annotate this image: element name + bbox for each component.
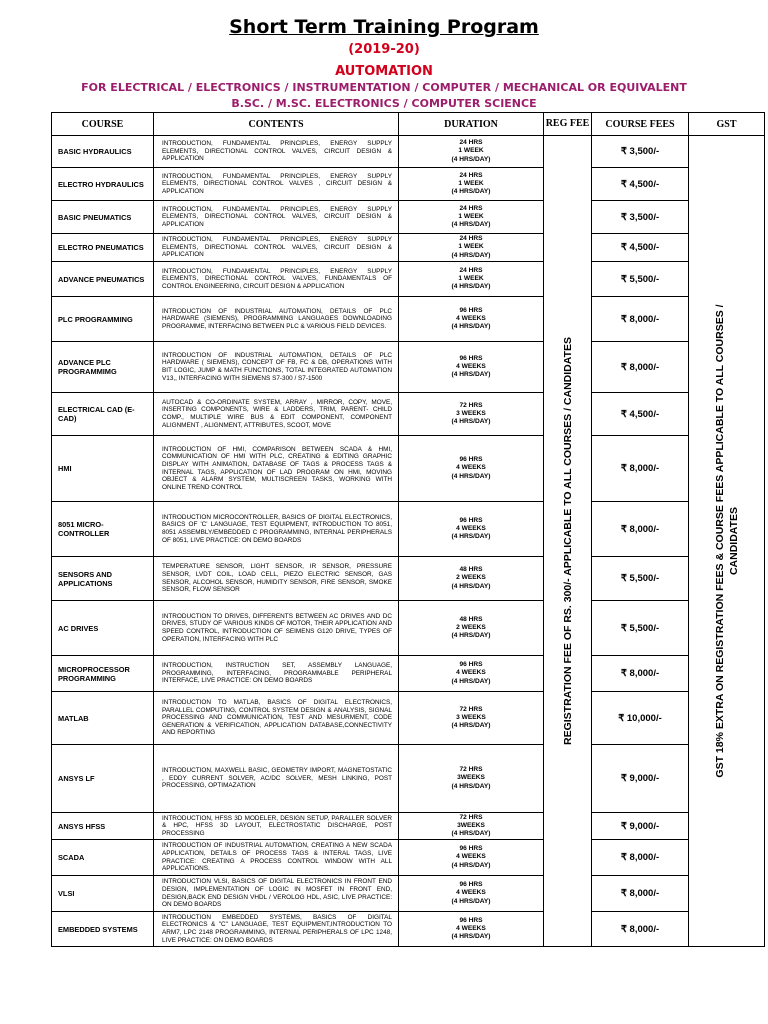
course-duration — [399, 557, 544, 601]
course-table-body — [52, 136, 765, 947]
duration-line: 48 HRS — [459, 615, 483, 623]
duration-line: 24 HRS — [459, 139, 483, 147]
duration-line: 72 HRS — [459, 401, 483, 409]
table-row — [52, 745, 765, 813]
duration-line: (4 HRS/DAY) — [451, 188, 491, 196]
duration-line: 1 WEEK — [458, 147, 484, 155]
duration-line: 4 WEEKS — [456, 524, 486, 532]
course-duration — [399, 656, 544, 692]
course-name: EMBEDDED SYSTEMS — [52, 912, 154, 947]
course-contents: INTRODUCTION EMBEDDED SYSTEMS, BASICS OF DIGITAL ELECTRONICS & "C" LANGUAGE, TEST EQUIPMENT,INTRODUCTION TO ARM7, LPC 2148 PROGRAMMING, INTERNAL PERIPHERALS OF LPC 1248, LIVE PRACTICE: ON DEMO BOARDS — [154, 912, 399, 947]
duration-line: 72 HRS — [459, 766, 483, 774]
course-fee: ₹ 8,000/- — [592, 342, 689, 393]
table-row — [52, 557, 765, 601]
course-fee: ₹ 8,000/- — [592, 912, 689, 947]
course-duration — [399, 234, 544, 262]
duration-line: (4 HRS/DAY) — [451, 677, 491, 685]
column-header-course: COURSE — [52, 113, 154, 136]
course-contents: INTRODUCTION, MAXWELL BASIC, GEOMETRY IMPORT, MAGNETOSTATIC , EDDY CURRENT SOLVER, AC/DC SOLVER, MESH LINKING, POST PROCESSING, OPTIMAZATION — [154, 745, 399, 813]
duration-line: 24 HRS — [459, 204, 483, 212]
table-row — [52, 342, 765, 393]
course-name: MICROPROCESSOR PROGRAMMING — [52, 656, 154, 692]
duration-line: 96 HRS — [459, 516, 483, 524]
table-row — [52, 656, 765, 692]
course-fee: ₹ 8,000/- — [592, 656, 689, 692]
course-contents: INTRODUCTION TO MATLAB, BASICS OF DIGITAL ELECTRONICS, PARALLEL COMPUTING, CONTROL SYSTEM DESIGN & ANALYSIS, SIGNAL PROCESSING AND COMMUNICATION, TEST AND MESURMENT, CODE GENERATION & VERIFICATION, APPLICATION DATABASE,CONNECTIVITY AND REPORTING — [154, 692, 399, 745]
gst-note-line-1: GST 18% EXTRA ON REGISTRATION FEES & COURSE FEES APPLICABLE TO ALL COURSES / — [713, 304, 726, 778]
duration-line: 1 WEEK — [458, 243, 484, 251]
table-row — [52, 297, 765, 342]
table-row — [52, 840, 765, 876]
course-name: ANSYS HFSS — [52, 813, 154, 840]
duration-line: 3WEEKS — [457, 821, 485, 829]
reg-fee-note: REGISTRATION FEE OF RS. 300/- APPLICABLE TO ALL COURSES / CANDIDATES — [561, 337, 574, 745]
page-title: Short Term Training Program — [229, 16, 539, 38]
duration-line: 1 WEEK — [458, 274, 484, 282]
duration-line: (4 HRS/DAY) — [451, 632, 491, 640]
column-header-gst: GST — [689, 113, 765, 136]
duration-line: 96 HRS — [459, 845, 483, 853]
course-fee: ₹ 4,500/- — [592, 393, 689, 436]
course-name: ELECTRICAL CAD (E-CAD) — [52, 393, 154, 436]
course-fee: ₹ 4,500/- — [592, 168, 689, 201]
duration-line: 1 WEEK — [458, 212, 484, 220]
course-duration — [399, 136, 544, 168]
gst-note-line-2: CANDIDATES — [727, 506, 740, 576]
duration-line: (4 HRS/DAY) — [451, 283, 491, 291]
table-row — [52, 201, 765, 234]
duration-line: 24 HRS — [459, 266, 483, 274]
duration-line: 1 WEEK — [458, 179, 484, 187]
duration-line: 96 HRS — [459, 306, 483, 314]
course-name: ELECTRO HYDRAULICS — [52, 168, 154, 201]
table-row — [52, 393, 765, 436]
duration-line: (4 HRS/DAY) — [451, 418, 491, 426]
course-fee: ₹ 9,000/- — [592, 745, 689, 813]
course-duration — [399, 840, 544, 876]
column-header-contents: CONTENTS — [154, 113, 399, 136]
course-name: MATLAB — [52, 692, 154, 745]
table-row — [52, 601, 765, 656]
course-duration — [399, 813, 544, 840]
course-contents: INTRODUCTION OF HMI, COMPARISON BETWEEN SCADA & HMI, COMMUNICATION OF HMI WITH PLC, CREATING & EDITING GRAPHIC DISPLAY WITH ANIMATION, DATABASE OF TAGS & PROCESS TAGS & INTERNAL TAGS, APPLICATION OF LAD PROGRAM ON HMI, MOVING OBJECT & ALARM SYSTEM, MULTISCREEN TASKS, WORKING WITH ONLINE TREND CONTROL — [154, 436, 399, 502]
course-fee: ₹ 5,500/- — [592, 557, 689, 601]
course-contents: INTRODUCTION TO DRIVES, DIFFERENTS BETWEEN AC DRIVES AND DC DRIVES, STUDY OF VARIOUS KINDS OF MOTOR, THEIR APPLICATION AND SPEED CONTROL, INTRODUCTION OF SEIMENS G120 DRIVE, TYPES OF OPERATION, INTERFACING WITH PLC — [154, 601, 399, 656]
duration-line: (4 HRS/DAY) — [451, 251, 491, 259]
course-contents: TEMPERATURE SENSOR, LIGHT SENSOR, IR SENSOR, PRESSURE SENSOR, LVDT COIL, LOAD CELL, PIEZO ELECTRIC SENSOR, GAS SENSOR, ALCOHOL SENSOR, HUMIDITY SENSOR, FIRE SENSOR, SMOKE SENSOR, FLOW SENSOR — [154, 557, 399, 601]
course-name: SCADA — [52, 840, 154, 876]
course-contents: INTRODUCTION, FUNDAMENTAL PRINCIPLES, ENERGY SUPPLY ELEMENTS, DIRECTIONAL CONTROL VALVES , CIRCUIT DESIGN & APPLICATION — [154, 168, 399, 201]
duration-line: 2 WEEKS — [456, 574, 486, 582]
course-contents: AUTOCAD & CO-ORDINATE SYSTEM, ARRAY , MIRROR, COPY, MOVE, INSERTING COMPONENTS, WIRE & LADDERS, TRIM, PARENT- CHILD COMP., MULTIPLE WIRE BUS & EDIT COMPONENT, COMPONENT ALIGNMENT , ALIGNMENT, ATTRIBUTES, SCOOT, MOVE — [154, 393, 399, 436]
table-row — [52, 876, 765, 912]
course-contents: INTRODUCTION OF INDUSTRIAL AUTOMATION, CREATING A NEW SCADA APPLICATION, DETAILS OF PROCESS TAGS & INTERAL TAGS, LIVE PRACTICE: CREATING A PROCESS CONTROL WINDOW WITH ALL APPLICATIONS. — [154, 840, 399, 876]
column-header-duration: DURATION — [399, 113, 544, 136]
course-fee: ₹ 3,500/- — [592, 136, 689, 168]
duration-line: 24 HRS — [459, 171, 483, 179]
duration-line: (4 HRS/DAY) — [451, 371, 491, 379]
duration-line: (4 HRS/DAY) — [451, 472, 491, 480]
course-duration — [399, 168, 544, 201]
duration-line: (4 HRS/DAY) — [451, 933, 491, 941]
duration-line: 2 WEEKS — [456, 623, 486, 631]
duration-line: 4 WEEKS — [456, 889, 486, 897]
duration-line: 96 HRS — [459, 661, 483, 669]
course-duration — [399, 502, 544, 557]
course-contents: INTRODUCTION, FUNDAMENTAL PRINCIPLES, ENERGY SUPPLY ELEMENTS, DIRECTIONAL CONTROL VALVES, CIRCUIT DESIGN & APPLICATION — [154, 136, 399, 168]
table-row — [52, 813, 765, 840]
table-header-row — [52, 113, 765, 136]
course-contents: INTRODUCTION, FUNDAMENTAL PRINCIPLES, ENERGY SUPPLY ELEMENTS, DIRECTIONAL CONTROL VALVES, CIRCUIT DESIGN & APPLICATION — [154, 234, 399, 262]
duration-line: 4 WEEKS — [456, 853, 486, 861]
eligibility-line-1: FOR ELECTRICAL / ELECTRONICS / INSTRUMENTATION / COMPUTER / MECHANICAL OR EQUIVALENT — [81, 81, 687, 94]
course-contents: INTRODUCTION, FUNDAMENTAL PRINCIPLES, ENERGY SUPPLY ELEMENTS, DIRECTIONAL CONTROL VALVES, CIRCUIT DESIGN & APPLICATION — [154, 201, 399, 234]
course-contents: INTRODUCTION VLSI, BASICS OF DIGITAL ELECTRONICS IN FRONT END DESIGN, IMPLEMENTATION OF LOGIC IN MOSFET IN FRONT END, DESIGN,BACK END DESIGN VHDL / VEROLOG HDL, ASIC, LIVE PRACTICE: ON DEMO BOARDS — [154, 876, 399, 912]
course-duration — [399, 601, 544, 656]
course-fee: ₹ 3,500/- — [592, 201, 689, 234]
course-duration — [399, 745, 544, 813]
course-name: ADVANCE PLC PROGRAMMIMG — [52, 342, 154, 393]
table-row — [52, 912, 765, 947]
course-name: VLSI — [52, 876, 154, 912]
duration-line: 96 HRS — [459, 456, 483, 464]
course-fee: ₹ 8,000/- — [592, 436, 689, 502]
course-name: ELECTRO PNEUMATICS — [52, 234, 154, 262]
duration-line: (4 HRS/DAY) — [451, 722, 491, 730]
duration-line: 24 HRS — [459, 235, 483, 243]
course-name: AC DRIVES — [52, 601, 154, 656]
eligibility-line-2: B.SC. / M.SC. ELECTRONICS / COMPUTER SCIENCE — [231, 97, 537, 110]
duration-line: (4 HRS/DAY) — [451, 782, 491, 790]
duration-line: 72 HRS — [459, 813, 483, 821]
duration-line: 4 WEEKS — [456, 924, 486, 932]
gst-cell — [689, 136, 765, 947]
course-table — [51, 112, 765, 947]
reg-fee-cell — [544, 136, 592, 947]
table-row — [52, 262, 765, 297]
course-contents: INTRODUCTION OF INDUSTRIAL AUTOMATION, DETAILS OF PLC HARDWARE (SIEMENS), PROGRAMMING LANGUAGES DOWNLOADING PROGRAMME, INTERFACING BETWEEN PLC & VARIOUS FIELD DEVICES. — [154, 297, 399, 342]
course-duration — [399, 436, 544, 502]
duration-line: 96 HRS — [459, 881, 483, 889]
course-fee: ₹ 5,500/- — [592, 262, 689, 297]
course-duration — [399, 692, 544, 745]
course-name: PLC PROGRAMMING — [52, 297, 154, 342]
duration-line: (4 HRS/DAY) — [451, 897, 491, 905]
course-duration — [399, 297, 544, 342]
gst-note — [713, 304, 741, 777]
course-duration — [399, 393, 544, 436]
duration-line: 4 WEEKS — [456, 362, 486, 370]
duration-line: (4 HRS/DAY) — [451, 323, 491, 331]
table-row — [52, 136, 765, 168]
duration-line: (4 HRS/DAY) — [451, 533, 491, 541]
duration-line: 4 WEEKS — [456, 314, 486, 322]
duration-line: 4 WEEKS — [456, 669, 486, 677]
program-year: (2019-20) — [348, 42, 420, 57]
course-contents: INTRODUCTION OF INDUSTRIAL AUTOMATION, DETAILS OF PLC HARDWARE ( SIEMENS), CONCEPT OF FB, FC & DB, OPERATIONS WITH BIT LOGIC, JUMP & MATH FUNCTIONS, TOTAL INTEGRATED AUTOMATION V13,, INTERFACING WITH SIEMENS S7-300 / S7-1500 — [154, 342, 399, 393]
duration-line: (4 HRS/DAY) — [451, 582, 491, 590]
duration-line: 3 WEEKS — [456, 713, 486, 721]
course-contents: INTRODUCTION MICROCONTROLLER, BASICS OF DIGITAL ELECTRONICS, BASICS OF 'C' LANGUAGE, TEST EQUIPMENT, INTRODUCTION TO 8051, 8051 ASSEMBLY/EMBEDDED C PROGRAMMING, INTERNAL PERIPHERALS OF 8051, LIVE PRACTICE: ON DEMO BOARDS — [154, 502, 399, 557]
course-fee: ₹ 8,000/- — [592, 876, 689, 912]
course-name: 8051 MICRO-CONTROLLER — [52, 502, 154, 557]
column-header-reg-fee: REG FEE — [544, 113, 592, 136]
course-fee: ₹ 8,000/- — [592, 502, 689, 557]
table-row — [52, 436, 765, 502]
course-duration — [399, 201, 544, 234]
course-name: ANSYS LF — [52, 745, 154, 813]
duration-line: (4 HRS/DAY) — [451, 830, 491, 838]
duration-line: 4 WEEKS — [456, 464, 486, 472]
duration-line: 3WEEKS — [457, 774, 485, 782]
course-duration — [399, 912, 544, 947]
table-row — [52, 168, 765, 201]
course-fee: ₹ 8,000/- — [592, 297, 689, 342]
course-fee: ₹ 4,500/- — [592, 234, 689, 262]
course-name: BASIC HYDRAULICS — [52, 136, 154, 168]
duration-line: (4 HRS/DAY) — [451, 155, 491, 163]
course-fee: ₹ 5,500/- — [592, 601, 689, 656]
table-row — [52, 692, 765, 745]
course-contents: INTRODUCTION, FUNDAMENTAL PRINCIPLES, ENERGY SUPPLY ELEMENTS, DIRECTIONAL CONTROL VALVES, FUNDAMENTALS OF CONTROL ENGINEERING, CIRCUIT DESIGN & APPLICATION — [154, 262, 399, 297]
course-contents: INTRODUCTION, HFSS 3D MODELER, DESIGN SETUP, PARALLER SOLVER & HPC, HFSS 3D LAYOUT, ELECTROSTATIC DISCHARGE, POST PROCESSING — [154, 813, 399, 840]
duration-line: (4 HRS/DAY) — [451, 221, 491, 229]
program-subject: AUTOMATION — [335, 64, 433, 79]
course-duration — [399, 342, 544, 393]
duration-line: 72 HRS — [459, 705, 483, 713]
course-fee: ₹ 8,000/- — [592, 840, 689, 876]
course-contents: INTRODUCTION, INSTRUCTION SET, ASSEMBLY LANGUAGE, PROGRAMMING, INTERFACING, PROGRAMMABLE PERIPHERAL INTERFACE, LIVE PRACTICE: ON DEMO BOARDS — [154, 656, 399, 692]
course-duration — [399, 262, 544, 297]
course-fee: ₹ 9,000/- — [592, 813, 689, 840]
course-name: SENSORS AND APPLICATIONS — [52, 557, 154, 601]
course-duration — [399, 876, 544, 912]
table-row — [52, 502, 765, 557]
course-name: BASIC PNEUMATICS — [52, 201, 154, 234]
duration-line: (4 HRS/DAY) — [451, 861, 491, 869]
duration-line: 96 HRS — [459, 916, 483, 924]
course-fee: ₹ 10,000/- — [592, 692, 689, 745]
duration-line: 96 HRS — [459, 354, 483, 362]
duration-line: 3 WEEKS — [456, 409, 486, 417]
table-row — [52, 234, 765, 262]
duration-line: 48 HRS — [459, 566, 483, 574]
column-header-course-fees: COURSE FEES — [592, 113, 689, 136]
course-name: ADVANCE PNEUMATICS — [52, 262, 154, 297]
course-name: HMI — [52, 436, 154, 502]
